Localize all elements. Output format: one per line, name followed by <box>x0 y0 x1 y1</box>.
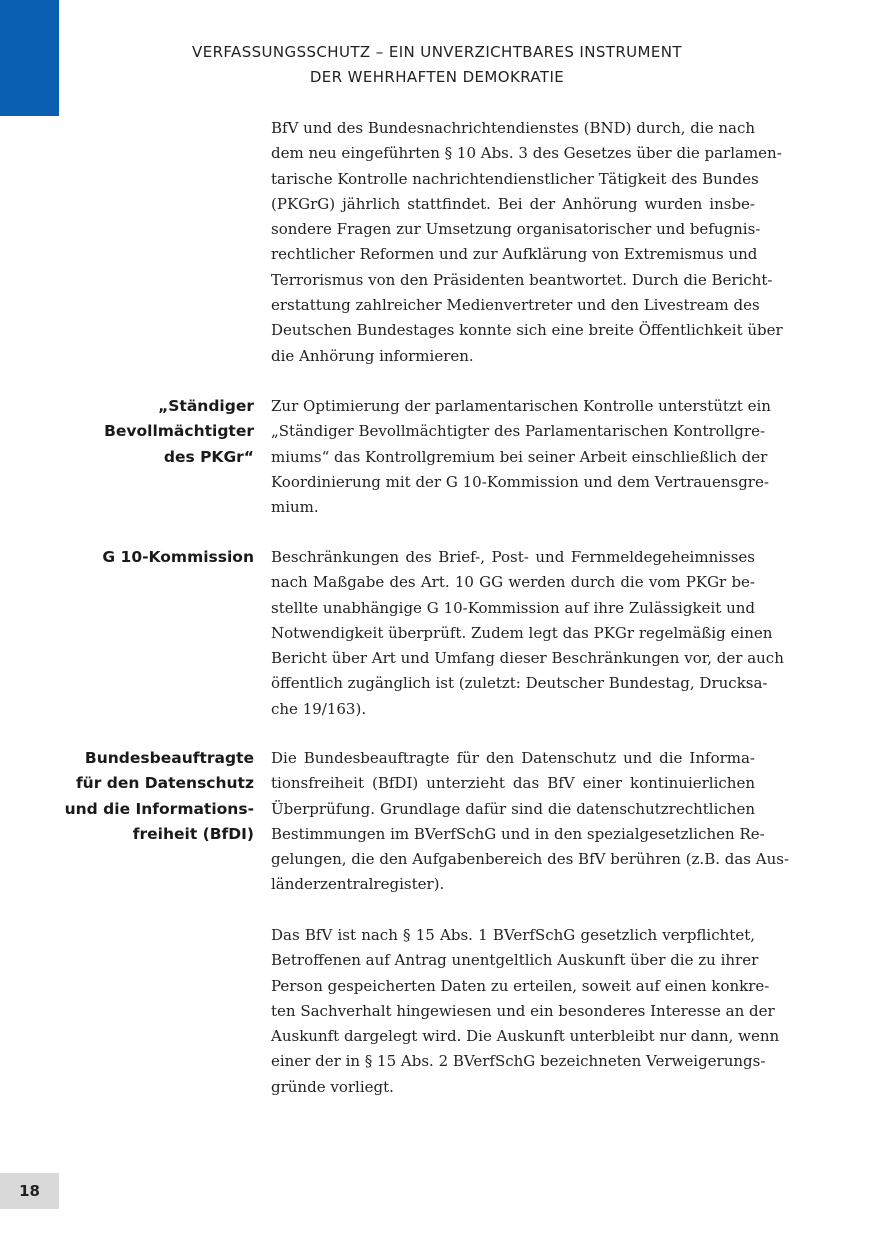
text-line: öffentlich zugänglich ist (zuletzt: Deutscher Bundestag, Drucksa- <box>271 674 768 693</box>
margin-heading-line: und die Informations- <box>64 799 254 818</box>
text-line: Deutschen Bundestages konnte sich eine breite Öffentlichkeit über <box>271 321 783 340</box>
text-line: (PKGrG) jährlich stattfindet. Bei der Anhörung wurden insbe- <box>271 194 755 213</box>
text-line: länderzentralregister). <box>271 875 445 894</box>
text-line: BfV und des Bundesnachrichtendienstes (BND) durch, die nach <box>271 119 755 137</box>
text-line: Bestimmungen im BVerfSchG und in den spezialgesetzlichen Re- <box>271 824 765 843</box>
text-line: ten Sachverhalt hingewiesen und ein besonderes Interesse an der <box>271 1001 775 1020</box>
text-line: die Anhörung informieren. <box>271 346 474 365</box>
text-line: gelungen, die den Aufgabenbereich des BfV berühren (z.B. das Aus- <box>271 850 790 869</box>
text-line: Bericht über Art und Umfang dieser Beschränkungen vor, der auch <box>271 649 784 668</box>
bfdi-paragraph <box>271 746 790 898</box>
text-line: stellte unabhängige G 10-Kommission auf ihre Zulässigkeit und <box>271 598 755 617</box>
text-line: Die Bundesbeauftragte für den Datenschutz und die Informa- <box>271 749 755 767</box>
text-line: Zur Optimierung der parlamentarischen Kontrolle unterstützt ein <box>271 397 771 415</box>
margin-heading-line: freiheit (BfDI) <box>132 824 254 843</box>
chapter-color-tab <box>0 0 59 116</box>
margin-heading-g10 <box>54 545 254 570</box>
text-line: Überprüfung. Grundlage dafür sind die datenschutzrechtlichen <box>271 799 755 818</box>
text-line: mium. <box>271 498 319 517</box>
running-header-line-2: DER WEHRHAFTEN DEMOKRATIE <box>309 68 565 86</box>
margin-heading-line: „Ständiger <box>158 397 254 415</box>
text-line: Terrorismus von den Präsidenten beantwortet. Durch die Bericht- <box>271 270 773 289</box>
text-line: sondere Fragen zur Umsetzung organisatorischer und befugnis- <box>271 220 761 239</box>
margin-heading-line: des PKGr“ <box>163 447 254 466</box>
margin-heading-line: Bevollmächtigter <box>104 422 254 441</box>
text-line: Auskunft dargelegt wird. Die Auskunft unterbleibt nur dann, wenn <box>271 1027 780 1046</box>
text-line: Koordinierung mit der G 10-Kommission und dem Vertrauensgre- <box>271 472 769 491</box>
text-line: Das BfV ist nach § 15 Abs. 1 BVerfSchG gesetzlich verpflichtet, <box>271 926 755 944</box>
margin-heading-line: G 10-Kommission <box>102 548 254 566</box>
auskunft-paragraph <box>271 923 780 1100</box>
running-header-line-1: VERFASSUNGSSCHUTZ – EIN UNVERZICHTBARES INSTRUMENT <box>192 43 682 61</box>
text-line: rechtlicher Reformen und zur Aufklärung von Extremismus und <box>271 245 758 264</box>
text-line: che 19/163). <box>271 699 367 718</box>
margin-heading-line: Bundesbeauftragte <box>84 749 254 767</box>
margin-heading-bfdi <box>54 746 254 847</box>
text-line: tionsfreiheit (BfDI) unterzieht das BfV einer kontinuierlichen <box>271 774 755 793</box>
text-line: tarische Kontrolle nachrichtendienstlicher Tätigkeit des Bundes <box>271 169 759 188</box>
text-line: Person gespeicherten Daten zu erteilen, soweit auf einen konkre- <box>271 976 770 995</box>
intro-paragraph <box>271 116 783 369</box>
running-header <box>130 40 744 90</box>
text-line: erstattung zahlreicher Medienvertreter und den Livestream des <box>271 296 760 315</box>
margin-heading-pkgr <box>54 394 254 470</box>
text-line: „Ständiger Bevollmächtigter des Parlamentarischen Kontrollgre- <box>271 422 766 441</box>
text-line: nach Maßgabe des Art. 10 GG werden durch die vom PKGr be- <box>271 573 755 592</box>
page-number: 18 <box>0 1173 59 1209</box>
text-line: gründe vorliegt. <box>271 1077 394 1096</box>
pkgr-paragraph <box>271 394 771 520</box>
text-line: dem neu eingeführten § 10 Abs. 3 des Gesetzes über die parlamen- <box>271 144 782 163</box>
text-line: Notwendigkeit überprüft. Zudem legt das PKGr regelmäßig einen <box>271 623 773 642</box>
text-line: einer der in § 15 Abs. 2 BVerfSchG bezeichneten Verweigerungs- <box>271 1052 766 1071</box>
text-line: Beschränkungen des Brief-, Post- und Fernmeldegeheimnisses <box>271 548 755 566</box>
g10-paragraph <box>271 545 784 722</box>
text-line: miums“ das Kontrollgremium bei seiner Arbeit einschließlich der <box>271 447 768 466</box>
text-line: Betroffenen auf Antrag unentgeltlich Auskunft über die zu ihrer <box>271 951 759 970</box>
margin-heading-line: für den Datenschutz <box>75 774 254 793</box>
